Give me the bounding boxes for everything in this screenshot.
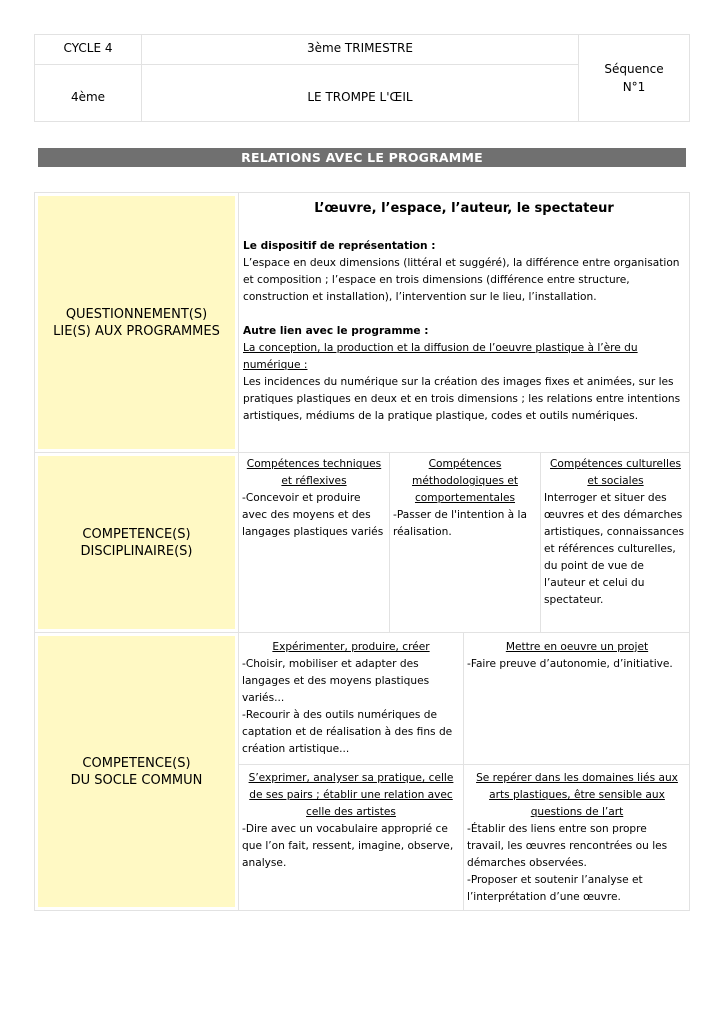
- niveau-label: 4ème: [70, 90, 106, 104]
- socle-label-line1: COMPETENCE(S): [82, 755, 191, 771]
- competences-disciplinaires-label-line1: COMPETENCE(S): [82, 526, 191, 542]
- competence-col-culturelles: [544, 456, 687, 609]
- questionnement-label-line1: QUESTIONNEMENT(S): [65, 306, 208, 322]
- competences-disciplinaires-label-cell: [38, 456, 235, 629]
- socle-label-cell: [38, 636, 235, 907]
- socle-experimenter-text2: -Recourir à des outils numériques de captation et de réalisation à des fins de création artistique...: [242, 709, 453, 755]
- socle-experimenter-text1: -Choisir, mobiliser et adapter des langages et des moyens plastiques variés...: [242, 658, 430, 704]
- competence-col-methodologiques-text: -Passer de l'intention à la réalisation.: [393, 509, 527, 538]
- socle-projet-title: Mettre en oeuvre un projet: [505, 641, 649, 653]
- socle-reperer-text1: -Établir des liens entre son propre travail, les œuvres rencontrées ou les démarches observées.: [467, 823, 668, 869]
- competence-col-techniques-title: Compétences techniques et réflexives: [246, 458, 382, 487]
- socle-reperer: [467, 770, 687, 906]
- competence-col-culturelles-text: Interroger et situer des œuvres et des démarches artistiques, connaissances et références culturelles, du point de vue de l’auteur et celui du spectateur.: [544, 492, 685, 606]
- questionnement-content: [243, 198, 685, 448]
- socle-reperer-text2: -Proposer et soutenir l’analyse et l’interprétation d’une œuvre.: [467, 874, 643, 903]
- socle-projet: [467, 639, 687, 673]
- socle-exprimer-title: S’exprimer, analyser sa pratique, celle de ses pairs ; établir une relation avec celle des artistes: [248, 772, 454, 818]
- sequence-title: LE TROMPE L'ŒIL: [307, 90, 413, 104]
- sequence-word: Séquence: [604, 62, 664, 76]
- socle-exprimer: [242, 770, 460, 872]
- sequence-num: N°1: [622, 80, 646, 94]
- socle-reperer-title: Se repérer dans les domaines liés aux arts plastiques, être sensible aux questions de l’art: [476, 772, 678, 818]
- autre-text: Les incidences du numérique sur la création des images fixes et animées, sur les pratiques plastiques en deux et en trois dimensions ; les relations entre intentions artistiques, médiums de la pratique plastique, codes et outils numériques.: [243, 376, 681, 422]
- trimestre-label: 3ème TRIMESTRE: [307, 41, 413, 55]
- competence-col-techniques-text: -Concevoir et produire avec des moyens et des langages plastiques variés: [242, 492, 384, 538]
- dispositif-heading: Le dispositif de représentation :: [243, 240, 436, 252]
- section-banner: RELATIONS AVEC LE PROGRAMME: [38, 148, 686, 167]
- socle-experimenter: [242, 639, 460, 758]
- competence-col-methodologiques-title: Compétences méthodologiques et comportementales: [412, 458, 518, 504]
- autre-subheading: La conception, la production et la diffusion de l’oeuvre plastique à l’ère du numérique :: [243, 342, 638, 371]
- questionnement-label-line2: LIE(S) AUX PROGRAMMES: [53, 323, 220, 339]
- socle-label-line2: DU SOCLE COMMUN: [70, 772, 203, 788]
- sequence-number: [579, 60, 689, 96]
- socle-experimenter-title: Expérimenter, produire, créer: [272, 641, 430, 653]
- socle-projet-text: -Faire preuve d’autonomie, d’initiative.: [467, 658, 673, 670]
- socle-exprimer-text: -Dire avec un vocabulaire approprié ce que l’on fait, ressent, imagine, observe, analyse.: [242, 823, 454, 869]
- autre-heading: Autre lien avec le programme :: [243, 325, 429, 337]
- competence-col-culturelles-title: Compétences culturelles et sociales: [550, 458, 681, 487]
- competences-disciplinaires-label-line2: DISCIPLINAIRE(S): [80, 543, 193, 559]
- cycle-label: CYCLE 4: [63, 41, 113, 55]
- competence-col-techniques: [242, 456, 386, 541]
- questionnement-label-cell: [38, 196, 235, 449]
- competence-col-methodologiques: [393, 456, 537, 541]
- questionnement-title: L’œuvre, l’espace, l’auteur, le spectateur: [314, 201, 614, 216]
- dispositif-text: L’espace en deux dimensions (littéral et suggéré), la différence entre organisation et composition ; l’espace en trois dimensions (différence entre structure, construction et installation), l’intervention sur le lieu, l’installation.: [243, 257, 680, 303]
